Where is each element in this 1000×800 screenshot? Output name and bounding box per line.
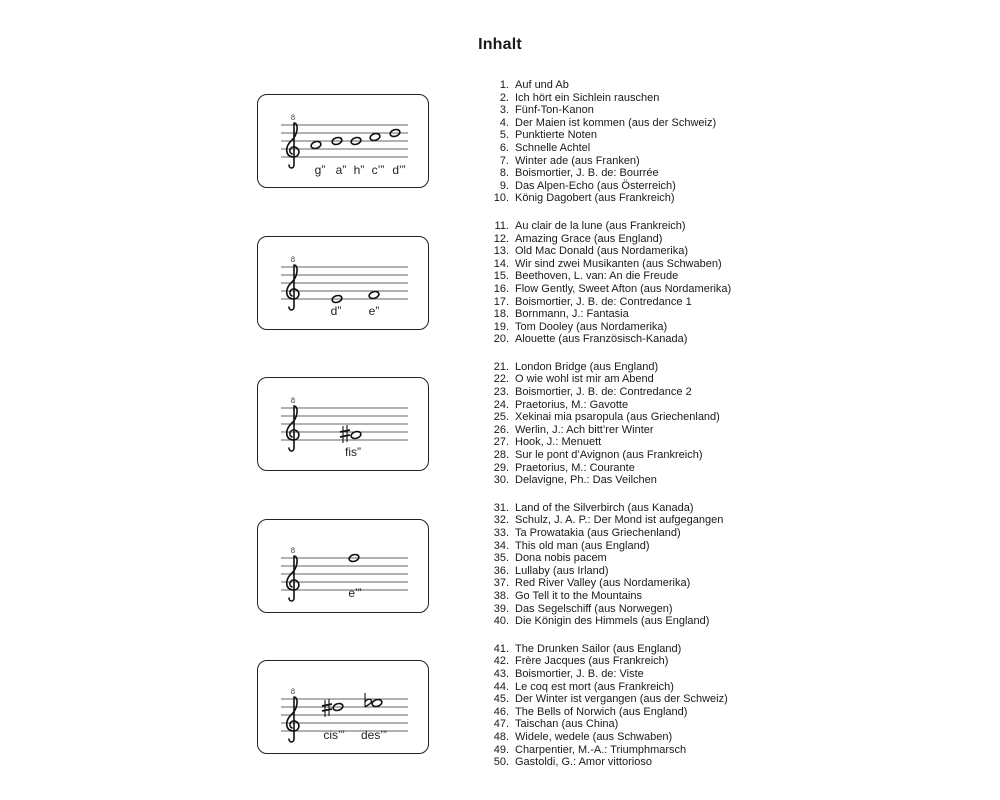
- toc-number: 49.: [493, 743, 509, 756]
- toc-number: 34.: [493, 539, 509, 552]
- staff-box-3: [257, 377, 429, 471]
- toc-group: [482, 79, 782, 205]
- toc-item[interactable]: [482, 399, 782, 412]
- staff-box-2: [257, 236, 429, 330]
- toc-item[interactable]: [482, 373, 782, 386]
- note-group: [310, 128, 401, 149]
- note-label: d”: [330, 304, 342, 318]
- toc-number: 23.: [493, 386, 509, 399]
- toc-item[interactable]: [482, 462, 782, 475]
- toc-number: 36.: [493, 564, 509, 577]
- toc-title: Flow Gently, Sweet Afton (aus Nordamerika): [515, 282, 732, 295]
- toc-number: 1.: [499, 79, 509, 91]
- staff-notation: [258, 378, 430, 472]
- toc-item[interactable]: [482, 321, 782, 334]
- toc-number: 42.: [493, 655, 509, 668]
- toc-item[interactable]: [482, 718, 782, 731]
- toc-title: The Drunken Sailor (aus England): [515, 642, 682, 655]
- toc-number: 7.: [499, 154, 509, 167]
- toc-title: This old man (aus England): [515, 539, 650, 552]
- toc-number: 50.: [493, 756, 509, 769]
- toc-title: Go Tell it to the Mountains: [515, 589, 642, 602]
- toc-number: 2.: [499, 91, 509, 104]
- toc-title: Widele, wedele (aus Schwaben): [515, 730, 673, 743]
- staff-box-5: [257, 660, 429, 754]
- toc-title: Sur le pont d’Avignon (aus Frankreich): [515, 449, 703, 462]
- toc-item[interactable]: [482, 655, 782, 668]
- toc-number: 32.: [493, 514, 509, 527]
- whole-note-icon: [371, 698, 383, 707]
- toc-item[interactable]: [482, 117, 782, 130]
- toc-number: 17.: [493, 295, 509, 308]
- toc-title: Amazing Grace (aus England): [515, 232, 663, 245]
- toc-title: Au clair de la lune (aus Frankreich): [515, 219, 686, 232]
- toc-number: 40.: [493, 615, 509, 628]
- toc-item[interactable]: [482, 643, 782, 656]
- toc-number: 4.: [499, 116, 509, 129]
- toc-item[interactable]: [482, 233, 782, 246]
- toc-title: Punktierte Noten: [515, 129, 597, 142]
- toc-title: Die Königin des Himmels (aus England): [515, 615, 710, 628]
- toc-title: Boismortier, J. B. de: Viste: [515, 667, 644, 680]
- toc-title: Winter ade (aus Franken): [515, 154, 640, 167]
- toc-number: 33.: [493, 527, 509, 539]
- toc-number: 14.: [493, 257, 509, 270]
- toc-number: 28.: [493, 449, 509, 462]
- svg-text:8: 8: [290, 547, 296, 555]
- toc-title: Der Winter ist vergangen (aus der Schweiz): [515, 693, 728, 706]
- toc-item[interactable]: [482, 155, 782, 168]
- toc-number: 41.: [493, 642, 509, 655]
- svg-text:8: 8: [290, 397, 296, 405]
- toc-group: [482, 643, 782, 769]
- staff-notation: [258, 520, 430, 614]
- toc-number: 27.: [493, 436, 509, 449]
- note-label: des’”: [360, 728, 388, 742]
- toc-number: 11.: [494, 219, 509, 232]
- toc-item[interactable]: [482, 308, 782, 321]
- staff-notation: [258, 237, 430, 331]
- toc-title: Hook, J.: Menuett: [515, 436, 602, 449]
- toc-title: Boismortier, J. B. de: Contredance 1: [515, 295, 692, 308]
- toc-item[interactable]: [482, 92, 782, 105]
- toc-title: Ta Prowatakia (aus Griechenland): [515, 527, 681, 539]
- toc-number: 3.: [499, 104, 509, 117]
- toc-title: Ich hört ein Sichlein rauschen: [515, 91, 660, 104]
- toc-number: 5.: [499, 129, 509, 142]
- toc-item[interactable]: [482, 436, 782, 449]
- note-label: h”: [353, 163, 365, 177]
- toc-title: Das Segelschiff (aus Norwegen): [515, 602, 673, 615]
- toc-item[interactable]: [482, 706, 782, 719]
- toc-item[interactable]: [482, 514, 782, 527]
- sharp-icon: [322, 699, 332, 717]
- toc-number: 12.: [493, 232, 509, 245]
- toc-number: 22.: [493, 373, 509, 386]
- toc-number: 47.: [493, 718, 509, 731]
- toc-item[interactable]: [482, 245, 782, 258]
- toc-title: Gastoldi, G.: Amor vittorioso: [515, 756, 652, 769]
- toc-title: Beethoven, L. van: An die Freude: [515, 270, 679, 283]
- toc-title: Werlin, J.: Ach bitt’rer Winter: [515, 423, 654, 436]
- note-label: e’”: [348, 586, 362, 600]
- toc-title: Delavigne, Ph.: Das Veilchen: [515, 474, 657, 487]
- toc-item[interactable]: [482, 220, 782, 233]
- toc-item[interactable]: [482, 333, 782, 346]
- toc-item[interactable]: [482, 590, 782, 603]
- toc-item[interactable]: [482, 167, 782, 180]
- toc-item[interactable]: [482, 603, 782, 616]
- toc-title: Der Maien ist kommen (aus der Schweiz): [515, 116, 717, 129]
- toc-item[interactable]: [482, 474, 782, 487]
- toc-title: London Bridge (aus England): [515, 360, 659, 373]
- toc-title: Praetorius, M.: Courante: [515, 461, 635, 474]
- toc-title: Land of the Silverbirch (aus Kanada): [515, 501, 694, 514]
- toc-title: Fünf-Ton-Kanon: [515, 104, 594, 117]
- toc-number: 9.: [499, 179, 509, 192]
- toc-item[interactable]: [482, 615, 782, 628]
- toc-title: Boismortier, J. B. de: Bourrée: [515, 167, 659, 180]
- toc-item[interactable]: [482, 283, 782, 296]
- toc-title: Wir sind zwei Musikanten (aus Schwaben): [515, 257, 722, 270]
- toc-number: 39.: [493, 602, 509, 615]
- toc-number: 6.: [499, 141, 509, 154]
- toc-title: Dona nobis pacem: [515, 552, 607, 565]
- staff-notation: [258, 95, 430, 189]
- toc-title: Alouette (aus Französisch-Kanada): [515, 333, 688, 346]
- note-label: g”: [314, 163, 326, 177]
- toc-number: 37.: [493, 577, 509, 590]
- toc-title: König Dagobert (aus Frankreich): [515, 192, 675, 205]
- toc-number: 15.: [493, 270, 509, 283]
- toc-title: Tom Dooley (aus Nordamerika): [515, 320, 668, 333]
- toc-item[interactable]: [482, 411, 782, 424]
- toc-number: 31.: [493, 501, 509, 514]
- toc-item[interactable]: [482, 731, 782, 744]
- toc-item[interactable]: [482, 681, 782, 694]
- toc-item[interactable]: [482, 386, 782, 399]
- toc-item[interactable]: [482, 270, 782, 283]
- toc-item[interactable]: [482, 424, 782, 437]
- toc-title: Taischan (aus China): [515, 718, 619, 731]
- toc-number: 29.: [493, 461, 509, 474]
- toc-title: Xekinai mia psaropula (aus Griechenland): [515, 411, 720, 424]
- toc-title: The Bells of Norwich (aus England): [515, 705, 688, 718]
- note-label: c’”: [371, 163, 385, 177]
- note-label: fis”: [345, 445, 361, 459]
- flat-icon: [365, 693, 372, 707]
- toc-item[interactable]: [482, 79, 782, 92]
- toc-item[interactable]: [482, 552, 782, 565]
- toc-item[interactable]: [482, 361, 782, 374]
- toc-number: 16.: [493, 282, 509, 295]
- staff-box-4: [257, 519, 429, 613]
- toc-number: 30.: [493, 474, 509, 487]
- toc-title: O wie wohl ist mir am Abend: [515, 373, 654, 386]
- page-title: Inhalt: [478, 36, 522, 53]
- toc-number: 26.: [493, 423, 509, 436]
- toc-item[interactable]: [482, 540, 782, 553]
- toc-item[interactable]: [482, 258, 782, 271]
- toc-number: 25.: [493, 411, 509, 424]
- toc-item[interactable]: [482, 129, 782, 142]
- toc-group: [482, 220, 782, 346]
- toc-item[interactable]: [482, 192, 782, 205]
- toc-number: 19.: [493, 320, 509, 333]
- toc-number: 46.: [493, 705, 509, 718]
- toc-number: 43.: [493, 667, 509, 680]
- note-label: e”: [368, 304, 380, 318]
- toc-title: Praetorius, M.: Gavotte: [515, 398, 629, 411]
- staff-box-1: [257, 94, 429, 188]
- toc-number: 48.: [493, 730, 509, 743]
- toc-item[interactable]: [482, 565, 782, 578]
- toc-number: 45.: [493, 693, 509, 706]
- toc-title: Schulz, J. A. P.: Der Mond ist aufgegangen: [515, 514, 724, 527]
- toc-title: Red River Valley (aus Nordamerika): [515, 577, 691, 590]
- toc-title: Lullaby (aus Irland): [515, 564, 609, 577]
- note-label: cis’”: [323, 728, 345, 742]
- toc-title: Old Mac Donald (aus Nordamerika): [515, 245, 689, 258]
- toc-number: 10.: [493, 192, 509, 205]
- toc-number: 8.: [499, 167, 509, 180]
- toc-item[interactable]: [482, 104, 782, 117]
- whole-note-icon: [368, 290, 380, 299]
- svg-text:8: 8: [290, 256, 296, 264]
- whole-note-icon: [369, 132, 381, 141]
- toc-item[interactable]: [482, 744, 782, 757]
- note-label: d’”: [392, 163, 406, 177]
- toc-item[interactable]: [482, 527, 782, 540]
- table-of-contents: [482, 79, 782, 769]
- toc-number: 38.: [493, 589, 509, 602]
- toc-title: Schnelle Achtel: [515, 141, 591, 154]
- toc-title: Auf und Ab: [515, 79, 569, 91]
- toc-item[interactable]: [482, 296, 782, 309]
- toc-item[interactable]: [482, 142, 782, 155]
- staff-notation: [258, 661, 430, 755]
- toc-item[interactable]: [482, 693, 782, 706]
- toc-number: 21.: [493, 360, 509, 373]
- toc-item[interactable]: [482, 668, 782, 681]
- toc-title: Le coq est mort (aus Frankreich): [515, 680, 674, 693]
- toc-number: 13.: [493, 245, 509, 258]
- toc-number: 18.: [493, 308, 509, 321]
- toc-group: [482, 502, 782, 628]
- toc-title: Bornmann, J.: Fantasia: [515, 308, 629, 321]
- toc-number: 24.: [493, 398, 509, 411]
- toc-number: 35.: [493, 552, 509, 565]
- note-group: [331, 290, 380, 303]
- svg-text:8: 8: [290, 114, 296, 122]
- toc-item[interactable]: [482, 502, 782, 515]
- toc-item[interactable]: [482, 180, 782, 193]
- whole-note-icon: [310, 140, 322, 149]
- toc-number: 44.: [493, 680, 509, 693]
- toc-item[interactable]: [482, 449, 782, 462]
- toc-item[interactable]: [482, 577, 782, 590]
- toc-title: Frère Jacques (aus Frankreich): [515, 655, 669, 668]
- toc-title: Charpentier, M.-A.: Triumphmarsch: [515, 743, 687, 756]
- toc-item[interactable]: [482, 756, 782, 769]
- note-label: a”: [335, 163, 347, 177]
- toc-title: Boismortier, J. B. de: Contredance 2: [515, 386, 692, 399]
- toc-group: [482, 361, 782, 487]
- toc-title: Das Alpen-Echo (aus Österreich): [515, 179, 676, 192]
- toc-number: 20.: [493, 333, 509, 346]
- svg-text:8: 8: [290, 688, 296, 696]
